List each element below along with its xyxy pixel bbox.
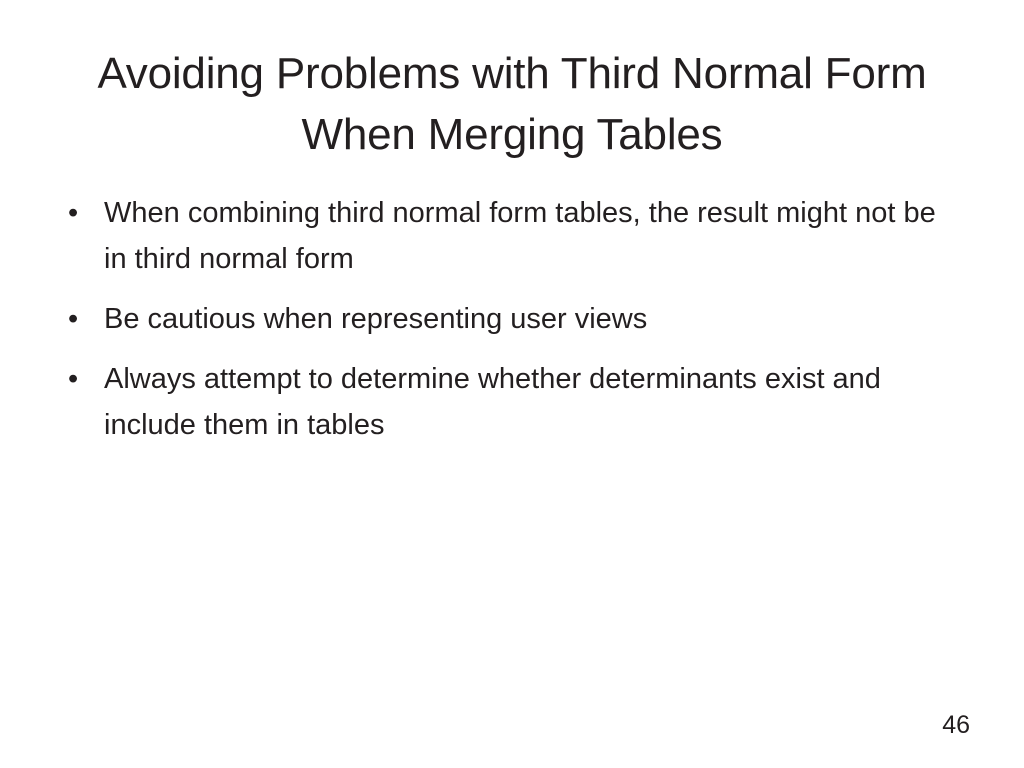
- list-item-text: When combining third normal form tables, the result might not be in third normal form: [104, 197, 936, 275]
- page-number: 46: [942, 711, 970, 739]
- bullet-icon: •: [68, 363, 79, 395]
- list-item-text: Be cautious when representing user views: [104, 303, 648, 335]
- bullet-icon: •: [68, 303, 79, 335]
- bullet-icon: •: [68, 197, 79, 229]
- list-item: [62, 190, 968, 282]
- bullet-list: [62, 190, 968, 462]
- page-title: Avoiding Problems with Third Normal Form When Merging Tables: [97, 49, 927, 159]
- list-item-text: Always attempt to determine whether determinants exist and include them in tables: [104, 363, 881, 441]
- list-item: [62, 356, 968, 448]
- list-item: [62, 296, 968, 342]
